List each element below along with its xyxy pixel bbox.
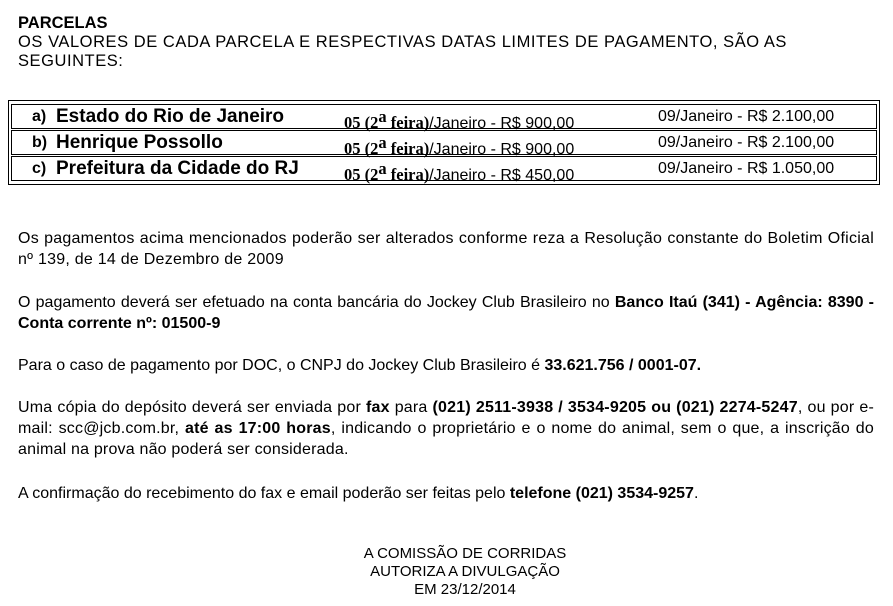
footer-line-3: EM 23/12/2014 (414, 581, 516, 598)
parcel-second-due: 09/Janeiro - R$ 1.050,00 (658, 160, 835, 177)
parcel-letter: c) (32, 160, 47, 177)
section-title: PARCELAS (18, 14, 108, 32)
parcel-row-a (11, 104, 877, 132)
paragraph-cnpj: Para o caso de pagamento por DOC, o CNPJ do Jockey Club Brasileiro é 33.621.756 / 0001-07. (18, 357, 702, 374)
parcel-second-due: 09/Janeiro - R$ 2.100,00 (658, 134, 835, 151)
paragraph-confirmation: A confirmação do recebimento do fax e email poderão ser feitas pelo telefone (021) 3534-9257. (18, 485, 699, 502)
parcel-name: Estado do Rio de Janeiro (56, 106, 285, 127)
parcel-row-c (11, 156, 877, 184)
parcel-name: Henrique Possollo (56, 132, 223, 153)
parcel-second-due: 09/Janeiro - R$ 2.100,00 (658, 108, 835, 125)
parcel-name: Prefeitura da Cidade do RJ (56, 158, 299, 179)
header-block (18, 14, 878, 71)
parcel-first-due: 05 (2$^a$ feira)/Janeiro - R$ 450,00 (344, 159, 575, 184)
paragraph-deposit-copy: Uma cópia do depósito deverá ser enviada por fax para (021) 2511-3938 / 3534-9205 ou (021) 2274-5247, ou por e-mail: scc@jcb.com.br, até as 17:00 horas, indicando o proprietário e o nome do animal, sem o que, a inscrição do animal na prova não poderá ser considerada. (18, 399, 874, 458)
parcels-table (8, 100, 880, 185)
paragraph-bank-account: O pagamento deverá ser efetuado na conta bancária do Jockey Club Brasileiro no Banco Itaú (341) - Agência: 8390 - Conta corrente nº: 01500-9 (18, 294, 874, 332)
footer-line-1: A COMISSÃO DE CORRIDAS (363, 545, 567, 562)
header-line-2: SEGUINTES: (18, 52, 124, 70)
authorization-footer (300, 545, 630, 599)
parcel-first-due: 05 (2$^a$ feira)/Janeiro - R$ 900,00 (344, 133, 575, 158)
paragraph-resolution: Os pagamentos acima mencionados poderão ser alterados conforme reza a Resolução constante do Boletim Oficial nº 139, de 14 de Dezembro de 2009 (18, 230, 874, 268)
parcel-row-b (11, 130, 877, 158)
parcel-letter: a) (32, 108, 47, 125)
header-line-1: OS VALORES DE CADA PARCELA E RESPECTIVAS DATAS LIMITES DE PAGAMENTO, SÃO AS (18, 33, 787, 51)
footer-line-2: AUTORIZA A DIVULGAÇÃO (370, 563, 560, 580)
parcel-letter: b) (32, 134, 48, 151)
parcel-first-due: 05 (2$^a$ feira)/Janeiro - R$ 900,00 (344, 107, 575, 132)
